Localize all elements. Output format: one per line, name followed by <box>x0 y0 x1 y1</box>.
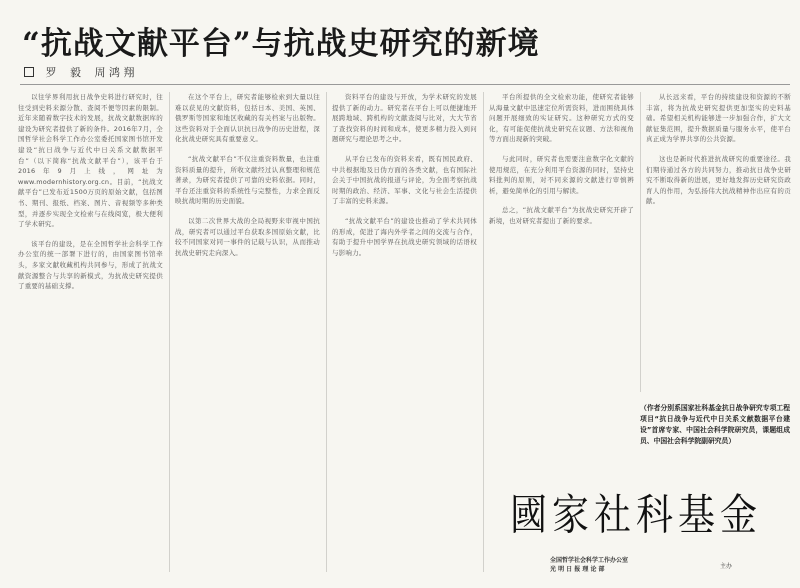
column-divider <box>640 92 641 392</box>
paragraph: “抗战文献平台”的建设也推动了学术共同体的形成，促进了海内外学者之间的交流与合作，有助于提升中国学界在抗战史研究领域的话语权与影响力。 <box>332 216 477 257</box>
fund-organizers <box>550 556 628 574</box>
column-divider <box>169 92 170 572</box>
column-divider <box>326 92 327 572</box>
paragraph: 以第二次世界大战的全局视野来审视中国抗战，研究者可以通过平台获取多国原始文献，比较不同国家对同一事件的记载与认识，从而推动抗战史研究走向深入。 <box>175 216 320 257</box>
paragraph: 与此同时，研究者也需要注意数字化文献的使用规范，在充分利用平台资源的同时，坚持史料批判的原则，对不同来源的文献进行审慎辨析，避免简单化的引用与解读。 <box>489 154 634 195</box>
author-1: 罗 <box>45 66 57 79</box>
paragraph: 总之，“抗战文献平台”为抗战史研究开辟了新境，也对研究者提出了新的要求。 <box>489 206 634 225</box>
paragraph: 这也是新时代推进抗战研究的重要途径。我们期待通过各方的共同努力，推动抗日战争史研究不断取得新的进展，更好地发挥历史研究资政育人的作用，为弘扬伟大抗战精神作出应有的贡献。 <box>646 154 791 206</box>
fund-host-label: 主办 <box>720 563 733 570</box>
title-rule <box>20 84 790 85</box>
square-bullet-icon <box>24 67 34 77</box>
author-3: 周 鸿 翔 <box>94 66 135 79</box>
fund-organizer-line: 全国哲学社会科学工作办公室 <box>550 557 629 564</box>
column-3 <box>332 92 477 582</box>
byline <box>24 64 145 80</box>
paragraph: 在这个平台上，研究者能够检索到大量以往难以获见的文献资料，包括日本、美国、英国、俄罗斯等国家和地区收藏的有关档案与出版物。这些资料对于全面认识抗日战争的历史进程，深化抗战史研究具有重要意义。 <box>175 93 320 144</box>
fund-organizer-line: 光 明 日 报 理 论 部 <box>550 566 605 573</box>
paragraph: 平台所提供的全文检索功能，使研究者能够从海量文献中迅速定位所需资料，进而围绕具体问题开展细致的实证研究。这种研究方式的变化，有可能促使抗战史研究在议题、方法和视角等方面出现新的突破。 <box>489 93 634 144</box>
column-2 <box>175 92 320 582</box>
paragraph: 从长远来看，平台的持续建设和资源的不断丰富，将为抗战史研究提供更加坚实的史料基础。希望相关机构能够进一步加强合作，扩大文献征集范围，提升数据质量与服务水平，使平台真正成为学界共享的公共资源。 <box>646 93 791 144</box>
fund-logo: 國家社科基金 <box>510 490 762 540</box>
author-2: 毅 <box>70 66 81 79</box>
column-5 <box>646 92 791 392</box>
paragraph: 资料平台的建设与开放，为学术研究的发展提供了新的动力。研究者在平台上可以便捷地开展跨地域、跨机构的文献查阅与比对，大大节省了查找资料的时间和成本，使更多精力投入到问题研究与理论思考之中。 <box>332 93 477 144</box>
author-note: （作者分别系国家社科基金抗日战争研究专项工程项目“抗日战争与近代中日关系文献数据平台建设”首席专家、中国社会科学院研究员，课题组成员、中国社会科学院副研究员） <box>640 404 790 445</box>
column-divider <box>483 92 484 572</box>
article-title: “抗战文献平台”与抗战史研究的新境 <box>22 26 540 62</box>
paragraph: 从平台已发布的资料来看，既有国民政府、中共根据地及日伪方面的各类文献，也有国际社会关于中国抗战的报道与评论，为全面考察抗战时期的政治、经济、军事、文化与社会生活提供了丰富的史料来源。 <box>332 154 477 206</box>
paragraph: “抗战文献平台”不仅注重资料数量，也注重资料质量的提升，所收文献经过认真整理和规范著录，为研究者提供了可靠的史料依据。同时，平台还注重资料的系统性与完整性，力求全面反映抗战时期的历史面貌。 <box>175 154 320 206</box>
fund-logo-block <box>490 470 792 582</box>
paragraph: 该平台的建设，是在全国哲学社会科学工作办公室的统一部署下进行的，由国家图书馆牵头，多家文献收藏机构共同参与，形成了抗战文献资源整合与共享的新模式，为抗战史研究提供了重要的基础支撑。 <box>18 239 163 291</box>
paragraph: 以往学界利用抗日战争史料进行研究时，往往受到史料来源分散、查阅不便等因素的限制。近年来随着数字技术的发展，抗战文献数据库的建设为研究者提供了新的条件。2016年7月，全国哲学社会科学工作办公室委托国家图书馆开发建设“抗日战争与近代中日关系文献数据平台”（以下简称“抗战文献平台”），该平台于2016年9月上线，网址为www.modernhistory.org.cn。目前，“抗战文献平台”已发布近1500万页的原始文献，包括图书、期刊、报纸、档案、图片、音视频等多种类型，并逐步实现全文检索与在线阅览，极大便利了学术研究。 <box>18 93 163 229</box>
column-1 <box>18 92 163 582</box>
